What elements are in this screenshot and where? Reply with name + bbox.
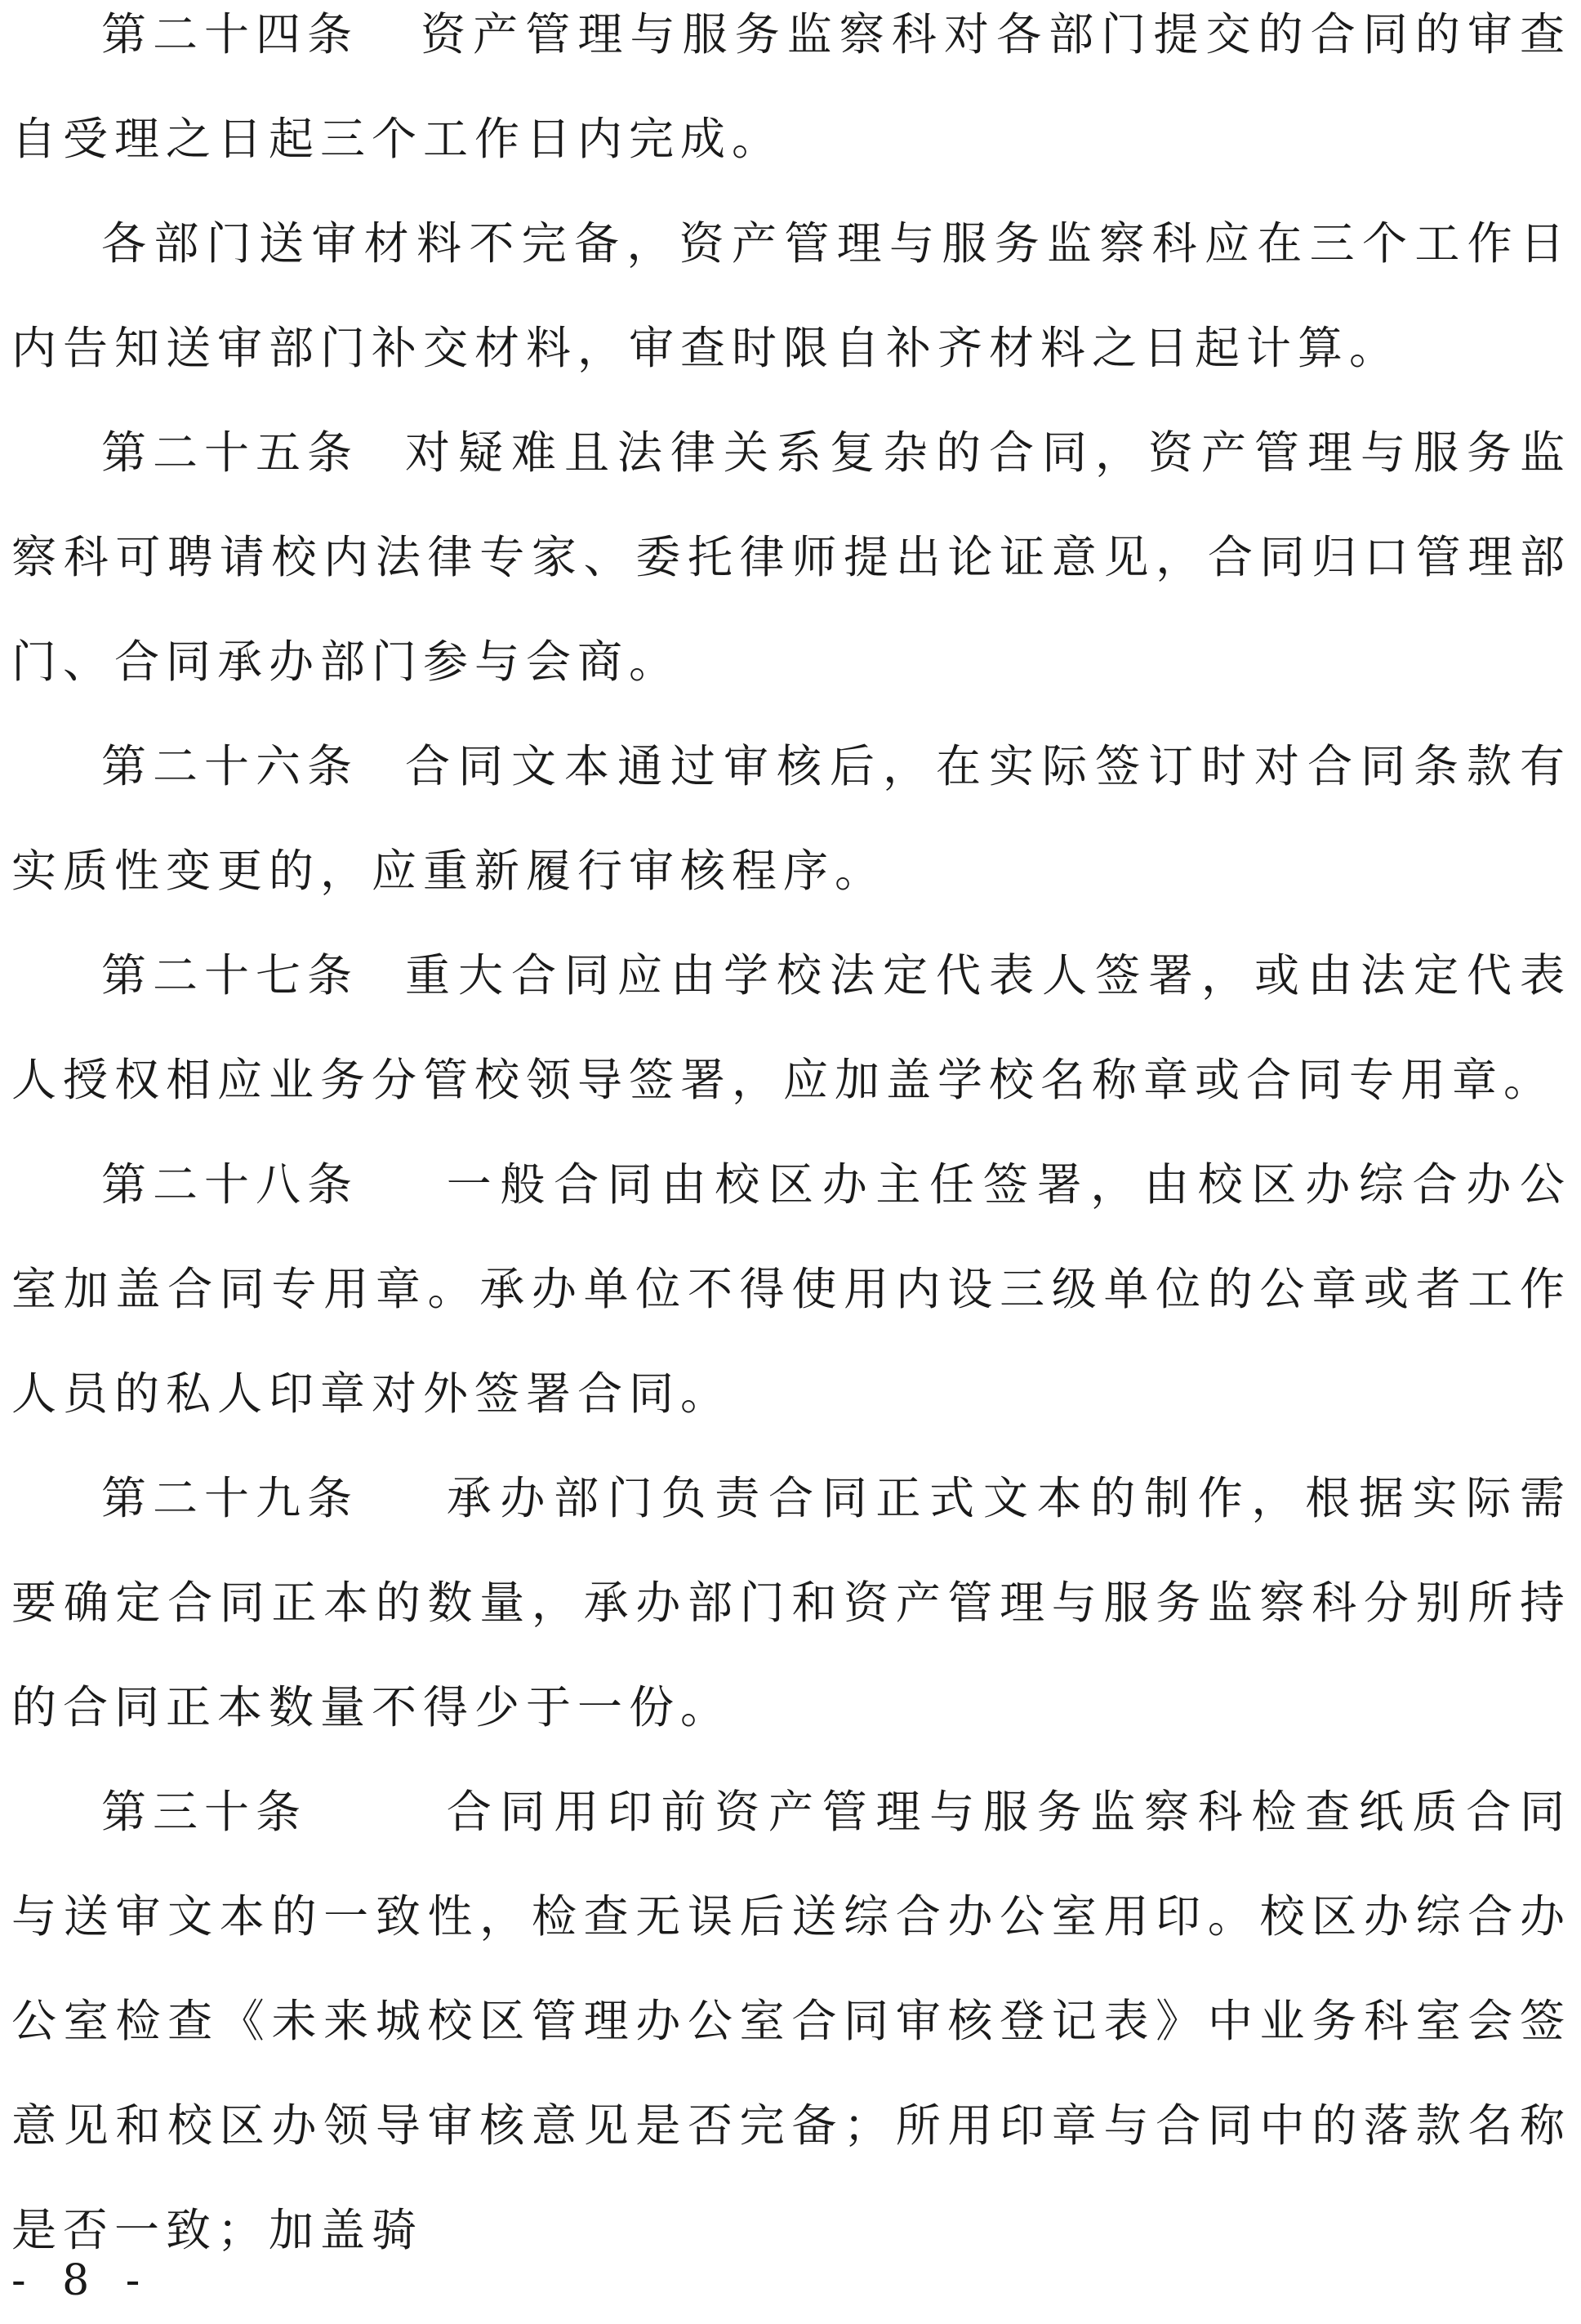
article-text: 对疑难且法律关系复杂的合同，资产管理与服务监察科可聘请校内法律专家、委托律师提出论证意见，合同归口管理部门、合同承办部门参与会商。 (11, 426, 1571, 688)
article-text: 合同用印前资产管理与服务监察科检查纸质合同与送审文本的一致性，检查无误后送综合办公室用印。校区办综合办公室检查《未来城校区管理办公室合同审核登记表》中业务科室会签意见和校区办领导审核意见是否完备；所用印章与合同中的落款名称是否一致；加盖骑 (11, 1786, 1571, 2256)
paragraph-article-27 (11, 923, 1571, 1132)
article-heading: 第三十条 (101, 1786, 308, 1838)
article-heading: 第二十四条 (101, 8, 359, 60)
paragraph-article-24 (11, 0, 1571, 191)
paragraph-article-24-cont (11, 191, 1571, 400)
article-heading: 第二十五条 (101, 426, 359, 479)
article-text: 合同文本通过审核后，在实际签订时对合同条款有实质性变更的，应重新履行审核程序。 (11, 740, 1571, 897)
article-text: 重大合同应由学校法定代表人签署，或由法定代表人授权相应业务分管校领导签署，应加盖学校名称章或合同专用章。 (11, 949, 1571, 1106)
article-text: 一般合同由校区办主任签署，由校区办综合办公室加盖合同专用章。承办单位不得使用内设三级单位的公章或者工作人员的私人印章对外签署合同。 (11, 1158, 1571, 1420)
document-body (11, 0, 1571, 2282)
article-text: 各部门送审材料不完备，资产管理与服务监察科应在三个工作日内告知送审部门补交材料，审查时限自补齐材料之日起计算。 (11, 217, 1571, 374)
paragraph-article-26 (11, 714, 1571, 923)
paragraph-article-29 (11, 1446, 1571, 1760)
paragraph-article-25 (11, 400, 1571, 714)
article-heading: 第二十六条 (101, 740, 359, 792)
article-heading: 第二十七条 (101, 949, 359, 1001)
article-text: 承办部门负责合同正式文本的制作，根据实际需要确定合同正本的数量，承办部门和资产管理与服务监察科分别所持的合同正本数量不得少于一份。 (11, 1472, 1571, 1733)
paragraph-article-30 (11, 1760, 1571, 2282)
paragraph-article-28 (11, 1132, 1571, 1446)
page-number: - 8 - (11, 2256, 152, 2305)
article-heading: 第二十九条 (101, 1472, 359, 1524)
article-text: 资产管理与服务监察科对各部门提交的合同的审查自受理之日起三个工作日内完成。 (11, 8, 1571, 165)
article-heading: 第二十八条 (101, 1158, 359, 1211)
